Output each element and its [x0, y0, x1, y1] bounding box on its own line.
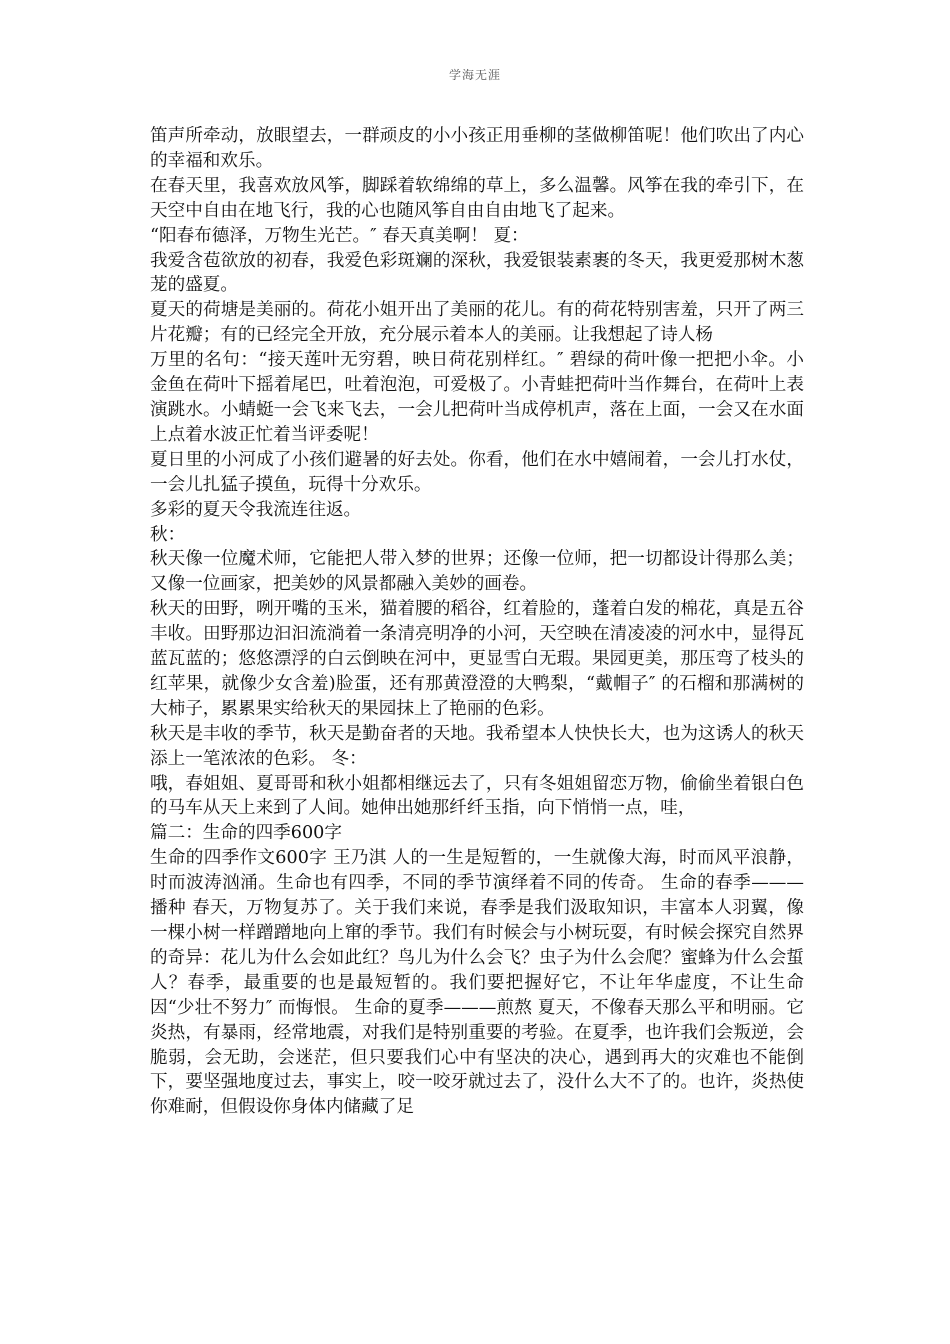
paragraph: “阳春布德泽，万物生光芒。″ 春天真美啊！ 夏： [150, 225, 529, 246]
document-body [150, 124, 804, 1120]
paragraph: 在春天里，我喜欢放风筝，脚踩着软绵绵的草上，多么温馨。风筝在我的牵引下，在天空中自由在地飞行，我的心也随风筝自由自由地飞了起来。 [150, 175, 804, 221]
paragraph: 秋天是丰收的季节，秋天是勤奋者的天地。我希望本人快快长大，也为这诱人的秋天添上一笔浓浓的色彩。 冬： [150, 723, 804, 769]
paragraph: 我爱含苞欲放的初春，我爱色彩斑斓的深秋，我爱银装素裹的冬天，我更爱那树木葱茏的盛夏。 [150, 250, 804, 296]
section-heading: 秋： [150, 524, 186, 545]
paragraph: 秋天像一位魔术师，它能把人带入梦的世界；还像一位师，把一切都设计得那么美；又像一位画家，把美妙的风景都融入美妙的画卷。 [150, 549, 804, 595]
paragraph: 万里的名句：“接天莲叶无穷碧，映日荷花别样红。″ 碧绿的荷叶像一把把小伞。小金鱼在荷叶下摇着尾巴，吐着泡泡，可爱极了。小青蛙把荷叶当作舞台，在荷叶上表演跳水。小蜻蜓一会飞来飞去，一会儿把荷叶当成停机声，落在上面，一会又在水面上点着水波正忙着当评委呢！ [150, 350, 804, 445]
page-header: 学海无涯 [448, 68, 501, 82]
paragraph: 秋天的田野，咧开嘴的玉米，猫着腰的稻谷，红着脸的，蓬着白发的棉花，真是五谷丰收。田野那边汩汩流淌着一条清亮明净的小河，天空映在清凌凌的河水中，显得瓦蓝瓦蓝的；悠悠漂浮的白云倒映在河中，更显雪白无瑕。果园更美，那压弯了枝头的红苹果，就像少女含羞)脸蛋，还有那黄澄澄的大鸭梨，“戴帽子″ 的石榴和那满树的大柿子，累累果实给秋天的果园抹上了艳丽的色彩。 [150, 599, 804, 719]
article-title: 篇二：生命的四季600字 [150, 823, 342, 844]
paragraph: 夏日里的小河成了小孩们避暑的好去处。你看，他们在水中嬉闹着，一会儿打水仗，一会儿扎猛子摸鱼，玩得十分欢乐。 [150, 449, 804, 495]
paragraph: 生命的四季作文600字 王乃淇 人的一生是短暂的，一生就像大海，时而风平浪静，时而波涛汹涌。生命也有四季，不同的季节演绎着不同的传奇。 生命的春季———播种 春天，万物复苏了。关于我们来说，春季是我们汲取知识，丰富本人羽翼，像一棵小树一样蹭蹭地向上窜的季节。我们有时候会与小树玩耍，有时候会探究自然界的奇异：花儿为什么会如此红？鸟儿为什么会飞？虫子为什么会爬？蜜蜂为什么会蜇人？春季，最重要的也是最短暂的。我们要把握好它，不让年华虚度，不让生命因“少壮不努力″ 而悔恨。 生命的夏季———煎熬 夏天，不像春天那么平和明丽。它炎热，有暴雨，经常地震，对我们是特别重要的考验。在夏季，也许我们会叛逆，会脆弱，会无助，会迷茫，但只要我们心中有坚决的决心，遇到再大的灾难也不能倒下，要坚强地度过去，事实上，咬一咬牙就过去了，没什么大不了的。也许，炎热使你难耐，但假设你身体内储藏了足 [150, 848, 804, 1118]
paragraph: 夏天的荷塘是美丽的。荷花小姐开出了美丽的花儿。有的荷花特别害羞，只开了两三片花瓣；有的已经完全开放，充分展示着本人的美丽。让我想起了诗人杨 [150, 300, 804, 346]
paragraph: 哦，春姐姐、夏哥哥和秋小姐都相继远去了，只有冬姐姐留恋万物，偷偷坐着银白色的马车从天上来到了人间。她伸出她那纤纤玉指，向下悄悄一点，哇， [150, 773, 804, 819]
paragraph: 笛声所牵动，放眼望去，一群顽皮的小小孩正用垂柳的茎做柳笛呢！他们吹出了内心的幸福和欢乐。 [150, 126, 804, 171]
paragraph: 多彩的夏天令我流连往返。 [150, 499, 362, 520]
